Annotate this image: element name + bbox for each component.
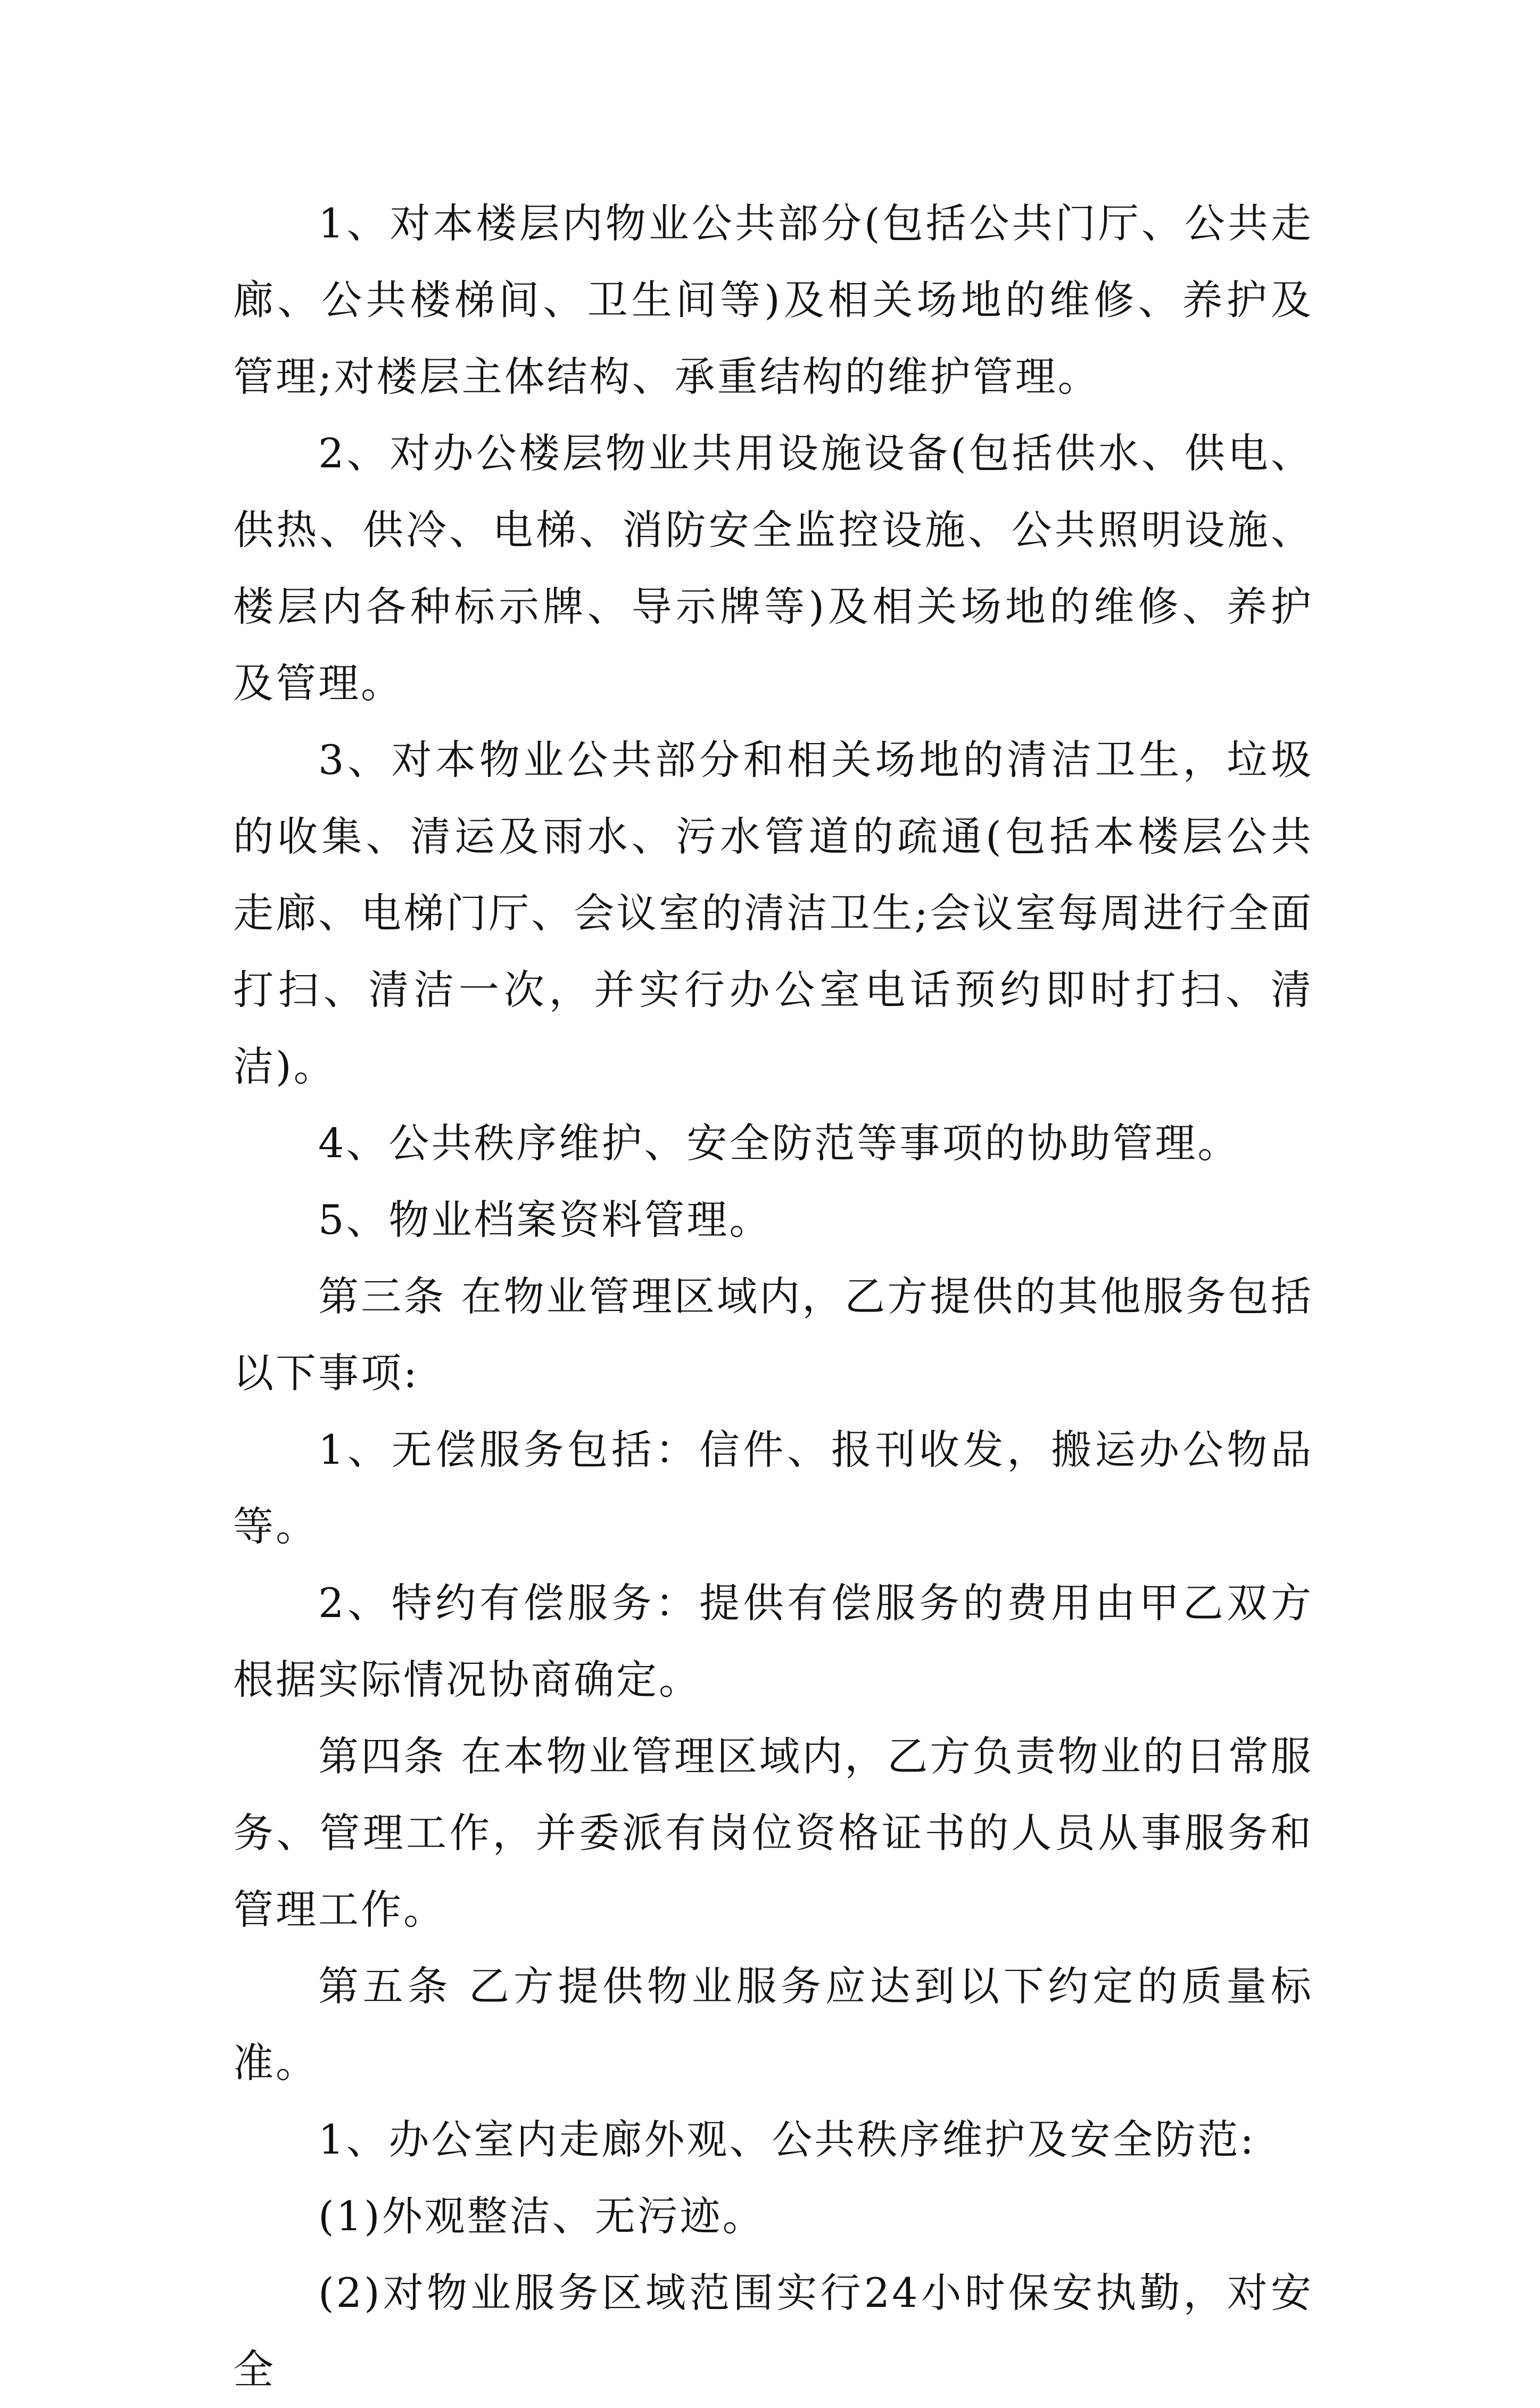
paragraph-free-services: 1、无偿服务包括：信件、报刊收发，搬运办公物品等。: [233, 1426, 1313, 1550]
paragraph-paid-services: 2、特约有偿服务：提供有偿服务的费用由甲乙双方根据实际情况协商确定。: [233, 1579, 1313, 1703]
paragraph-clause-5: 5、物业档案资料管理。: [318, 1196, 772, 1243]
paragraph-clause-1: 1、对本楼层内物业公共部分(包括公共门厅、公共走廊、公共楼梯间、卫生间等)及相关场地的维修、养护及管理;对楼层主体结构、承重结构的维护管理。: [233, 200, 1313, 400]
document-body: [233, 185, 1313, 2408]
paragraph-clause-4: 4、公共秩序维护、安全防范等事项的协助管理。: [318, 1119, 1240, 1167]
paragraph-clause-3: 3、对本物业公共部分和相关场地的清洁卫生，垃圾的收集、清运及雨水、污水管道的疏通(包括本楼层公共走廊、电梯门厅、会议室的清洁卫生;会议室每周进行全面打扫、清洁一次，并实行办公室电话预约即时打扫、清洁)。: [233, 736, 1313, 1090]
paragraph-clause-2: 2、对办公楼层物业共用设施设备(包括供水、供电、供热、供冷、电梯、消防安全监控设施、公共照明设施、楼层内各种标示牌、导示牌等)及相关场地的维修、养护及管理。: [233, 430, 1313, 707]
paragraph-article-4: 第四条 在本物业管理区域内，乙方负责物业的日常服务、管理工作，并委派有岗位资格证书的人员从事服务和管理工作。: [233, 1733, 1313, 1933]
paragraph-article-5: 第五条 乙方提供物业服务应达到以下约定的质量标准。: [233, 1962, 1313, 2087]
paragraph-quality-1-2: (2)对物业服务区域范围实行24小时保安执勤，对安全: [233, 2269, 1313, 2393]
paragraph-article-3: 第三条 在物业管理区域内，乙方提供的其他服务包括以下事项:: [233, 1273, 1313, 1397]
paragraph-quality-1: 1、办公室内走廊外观、公共秩序维护及安全防范:: [318, 2116, 1256, 2163]
paragraph-quality-1-1: (1)外观整洁、无污迹。: [318, 2192, 765, 2240]
